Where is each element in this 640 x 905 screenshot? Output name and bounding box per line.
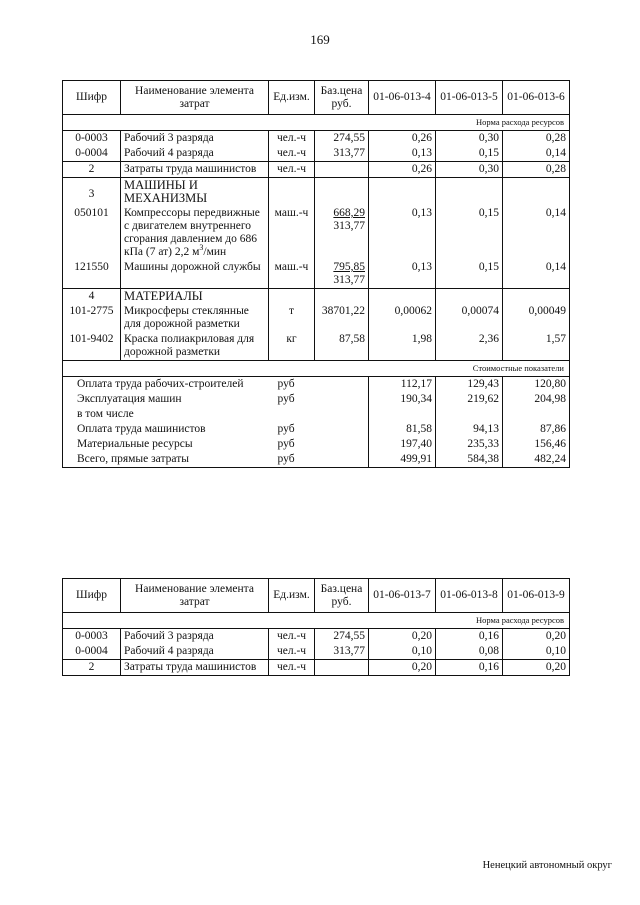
resource-code: 101-2775 xyxy=(63,304,121,332)
cost-value: 81,58 xyxy=(369,422,436,437)
norm-value: 0,28 xyxy=(503,162,570,178)
cost-value: 112,17 xyxy=(369,377,436,393)
cost-value: 87,86 xyxy=(503,422,570,437)
resource-code: 121550 xyxy=(63,260,121,289)
section-title: МАШИНЫ И МЕХАНИЗМЫ xyxy=(121,178,269,207)
norm-value: 0,08 xyxy=(436,644,503,660)
norm-value: 0,00074 xyxy=(436,304,503,332)
resource-table-1 xyxy=(62,80,570,468)
section-code: 4 xyxy=(63,289,121,305)
norm-value: 0,20 xyxy=(369,629,436,645)
resource-table-2 xyxy=(62,578,570,676)
resource-unit: чел.-ч xyxy=(269,162,315,178)
norm-value: 0,15 xyxy=(436,260,503,289)
cost-value: 219,62 xyxy=(436,392,503,407)
table-header-row xyxy=(63,579,570,613)
norm-value: 0,14 xyxy=(503,260,570,289)
cost-name: Всего, прямые затраты xyxy=(63,452,315,468)
empty-cell xyxy=(315,178,369,207)
norm-value: 1,57 xyxy=(503,332,570,361)
resource-name-suffix: /мин xyxy=(203,246,227,258)
cost-value: 156,46 xyxy=(503,437,570,452)
table-row xyxy=(63,660,570,676)
cost-name: Оплата труда рабочих-строителей xyxy=(63,377,315,393)
table-row xyxy=(63,146,570,162)
empty-cell xyxy=(503,178,570,207)
price-top: 795,85 xyxy=(333,261,365,273)
norm-value: 0,13 xyxy=(369,260,436,289)
norm-value: 0,15 xyxy=(436,206,503,260)
base-price: 87,58 xyxy=(315,332,369,361)
cost-subheader-row xyxy=(63,361,570,377)
cost-name: в том числе xyxy=(63,407,315,422)
cost-unit xyxy=(315,407,369,422)
resource-name: Рабочий 4 разряда xyxy=(121,644,269,660)
cost-row xyxy=(63,407,570,422)
price-bottom: 313,77 xyxy=(333,274,365,286)
cost-name: Материальные ресурсы xyxy=(63,437,315,452)
cost-row xyxy=(63,422,570,437)
footer-region: Ненецкий автономный округ xyxy=(482,860,612,871)
base-price xyxy=(315,260,369,289)
norm-value: 0,30 xyxy=(436,162,503,178)
resource-name: Микросферы стеклянные для дорожной разметки xyxy=(121,304,269,332)
resource-code: 0-0004 xyxy=(63,146,121,162)
empty-cell xyxy=(369,178,436,207)
resource-name-text: Компрессоры передвижные с двигателем внутреннего сгорания давлением до 686 кПа (7 ат) 2,2 м xyxy=(124,207,260,258)
cost-row xyxy=(63,452,570,468)
cost-unit: руб xyxy=(277,393,295,405)
empty-cell xyxy=(315,289,369,305)
cost-value: 482,24 xyxy=(503,452,570,468)
table-row xyxy=(63,162,570,178)
base-price xyxy=(315,206,369,260)
page-number: 169 xyxy=(310,32,330,47)
norm-value: 0,14 xyxy=(503,146,570,162)
norm-value: 0,16 xyxy=(436,629,503,645)
table-row xyxy=(63,332,570,361)
table-header-row xyxy=(63,81,570,115)
cost-value: 129,43 xyxy=(436,377,503,393)
cost-value: 197,40 xyxy=(369,437,436,452)
cost-unit: руб xyxy=(277,438,295,450)
resource-code: 0-0004 xyxy=(63,644,121,660)
resource-code: 050101 xyxy=(63,206,121,260)
cost-subheader: Стоимостные показатели xyxy=(63,361,570,377)
resource-name: Рабочий 3 разряда xyxy=(121,629,269,645)
table-row xyxy=(63,304,570,332)
cost-row xyxy=(63,377,570,393)
price-header: Баз.цена руб. xyxy=(315,81,369,115)
empty-cell xyxy=(436,289,503,305)
resource-unit: чел.-ч xyxy=(269,146,315,162)
table-row xyxy=(63,644,570,660)
cost-name: Эксплуатация машин xyxy=(63,392,315,407)
norm-value: 0,16 xyxy=(436,660,503,676)
resource-name: Затраты труда машинистов xyxy=(121,162,269,178)
cost-value: 584,38 xyxy=(436,452,503,468)
cost-value: 204,98 xyxy=(503,392,570,407)
norm-value: 0,00049 xyxy=(503,304,570,332)
superscript: 3 xyxy=(199,243,204,253)
resource-name: Затраты труда машинистов xyxy=(121,660,269,676)
cost-unit: руб xyxy=(277,423,295,435)
section-row xyxy=(63,178,570,207)
resource-unit: маш.-ч xyxy=(269,206,315,260)
section-title: МАТЕРИАЛЫ xyxy=(121,289,269,305)
resource-code: 0-0003 xyxy=(63,131,121,147)
resource-unit: т xyxy=(269,304,315,332)
cost-row xyxy=(63,392,570,407)
unit-header: Ед.изм. xyxy=(269,81,315,115)
price-top: 668,29 xyxy=(333,207,365,219)
price-bottom: 313,77 xyxy=(333,220,365,232)
norm-value: 0,10 xyxy=(503,644,570,660)
norm-value: 0,28 xyxy=(503,131,570,147)
resource-name: Рабочий 3 разряда xyxy=(121,131,269,147)
resource-unit: чел.-ч xyxy=(269,629,315,645)
empty-cell xyxy=(369,289,436,305)
norm-subheader: Норма расхода ресурсов xyxy=(63,613,570,629)
column-header: 01-06-013-8 xyxy=(436,579,503,613)
table-row xyxy=(63,260,570,289)
name-header: Наименование элемента затрат xyxy=(121,579,269,613)
cost-value xyxy=(436,407,503,422)
column-header: 01-06-013-5 xyxy=(436,81,503,115)
code-header: Шифр xyxy=(63,81,121,115)
cost-value: 190,34 xyxy=(369,392,436,407)
cost-unit: руб xyxy=(275,452,329,468)
norm-value: 0,30 xyxy=(436,131,503,147)
norm-subheader: Норма расхода ресурсов xyxy=(63,115,570,131)
empty-cell xyxy=(269,289,315,305)
section-code: 2 xyxy=(63,660,121,676)
base-price: 38701,22 xyxy=(315,304,369,332)
resource-unit: чел.-ч xyxy=(269,644,315,660)
empty-cell xyxy=(269,178,315,207)
section-code: 3 xyxy=(63,178,121,207)
norm-subheader-row xyxy=(63,115,570,131)
name-header: Наименование элемента затрат xyxy=(121,81,269,115)
cost-value xyxy=(503,407,570,422)
cost-value xyxy=(369,407,436,422)
resource-unit: чел.-ч xyxy=(269,131,315,147)
resource-code: 0-0003 xyxy=(63,629,121,645)
base-price xyxy=(315,162,369,178)
table-row xyxy=(63,629,570,645)
cost-value: 235,33 xyxy=(436,437,503,452)
norm-value: 0,14 xyxy=(503,206,570,260)
column-header: 01-06-013-7 xyxy=(369,579,436,613)
resource-code: 101-9402 xyxy=(63,332,121,361)
cost-value: 94,13 xyxy=(436,422,503,437)
resource-name: Рабочий 4 разряда xyxy=(121,146,269,162)
column-header: 01-06-013-4 xyxy=(369,81,436,115)
column-header: 01-06-013-6 xyxy=(503,81,570,115)
norm-value: 2,36 xyxy=(436,332,503,361)
norm-value: 0,26 xyxy=(369,162,436,178)
cost-value: 499,91 xyxy=(369,452,436,468)
norm-value: 0,20 xyxy=(503,629,570,645)
resource-unit: маш.-ч xyxy=(269,260,315,289)
base-price: 274,55 xyxy=(315,629,369,645)
price-header: Баз.цена руб. xyxy=(315,579,369,613)
norm-value: 0,15 xyxy=(436,146,503,162)
cost-value: 120,80 xyxy=(503,377,570,393)
norm-value: 0,20 xyxy=(503,660,570,676)
unit-header: Ед.изм. xyxy=(269,579,315,613)
base-price: 274,55 xyxy=(315,131,369,147)
cost-unit: руб xyxy=(277,378,295,390)
norm-value: 0,13 xyxy=(369,206,436,260)
resource-name: Краска полиакриловая для дорожной разметки xyxy=(121,332,269,361)
code-header: Шифр xyxy=(63,579,121,613)
empty-cell xyxy=(503,289,570,305)
base-price xyxy=(315,660,369,676)
norm-value: 0,26 xyxy=(369,131,436,147)
base-price: 313,77 xyxy=(315,146,369,162)
norm-value: 1,98 xyxy=(369,332,436,361)
norm-value: 0,10 xyxy=(369,644,436,660)
norm-subheader-row xyxy=(63,613,570,629)
cost-row xyxy=(63,437,570,452)
section-code: 2 xyxy=(63,162,121,178)
norm-value: 0,13 xyxy=(369,146,436,162)
empty-cell xyxy=(436,178,503,207)
table-row xyxy=(63,131,570,147)
cost-name: Оплата труда машинистов xyxy=(63,422,315,437)
resource-name: Машины дорожной службы xyxy=(121,260,269,289)
section-row xyxy=(63,289,570,305)
column-header: 01-06-013-9 xyxy=(503,579,570,613)
norm-value: 0,00062 xyxy=(369,304,436,332)
norm-value: 0,20 xyxy=(369,660,436,676)
table-row xyxy=(63,206,570,260)
resource-unit: чел.-ч xyxy=(269,660,315,676)
resource-unit: кг xyxy=(269,332,315,361)
resource-name xyxy=(121,206,269,260)
base-price: 313,77 xyxy=(315,644,369,660)
